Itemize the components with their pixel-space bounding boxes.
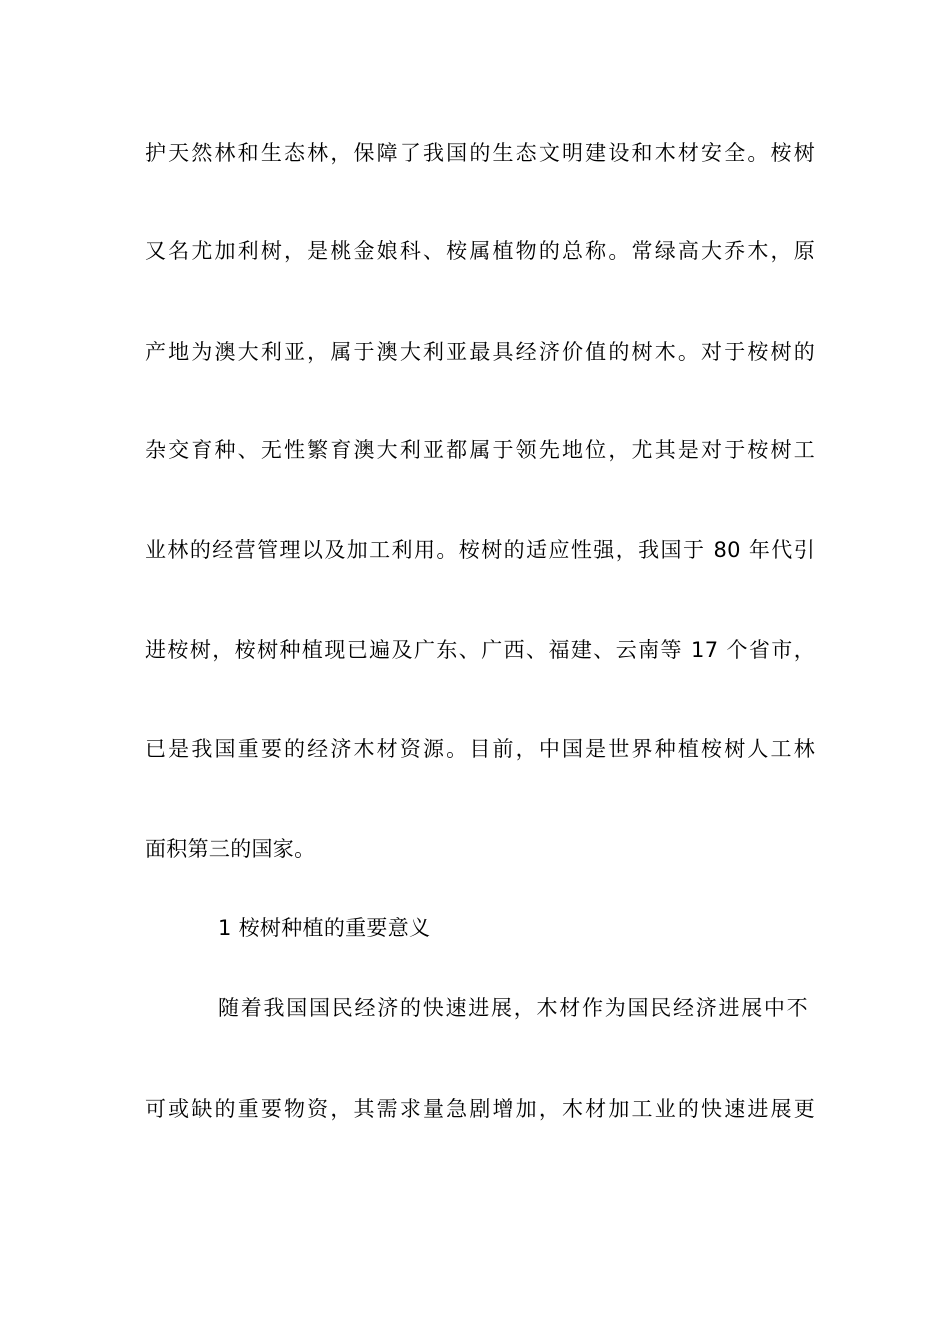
paragraph-last-line: 面积第三的国家。	[145, 837, 316, 861]
section-heading: 1 桉树种植的重要意义	[218, 916, 431, 940]
paragraph-line: 产地为澳大利亚，属于澳大利亚最具经济价值的树木。对于桉树的	[145, 340, 815, 364]
paragraph-line: 业林的经营管理以及加工利用。桉树的适应性强，我国于 80 年代引	[145, 538, 815, 562]
paragraph-line: 进桉树，桉树种植现已遍及广东、广西、福建、云南等 17 个省市，	[145, 638, 815, 662]
paragraph-line: 可或缺的重要物资，其需求量急剧增加，木材加工业的快速进展更	[145, 1097, 815, 1121]
paragraph-line: 又名尤加利树，是桃金娘科、桉属植物的总称。常绿高大乔木，原	[145, 239, 815, 263]
paragraph-line: 护天然林和生态林，保障了我国的生态文明建设和木材安全。桉树	[145, 141, 815, 165]
paragraph-line: 已是我国重要的经济木材资源。目前，中国是世界种植桉树人工林	[145, 737, 815, 761]
paragraph-line: 杂交育种、无性繁育澳大利亚都属于领先地位，尤其是对于桉树工	[145, 438, 815, 462]
paragraph-line: 随着我国国民经济的快速进展，木材作为国民经济进展中不	[218, 996, 808, 1020]
